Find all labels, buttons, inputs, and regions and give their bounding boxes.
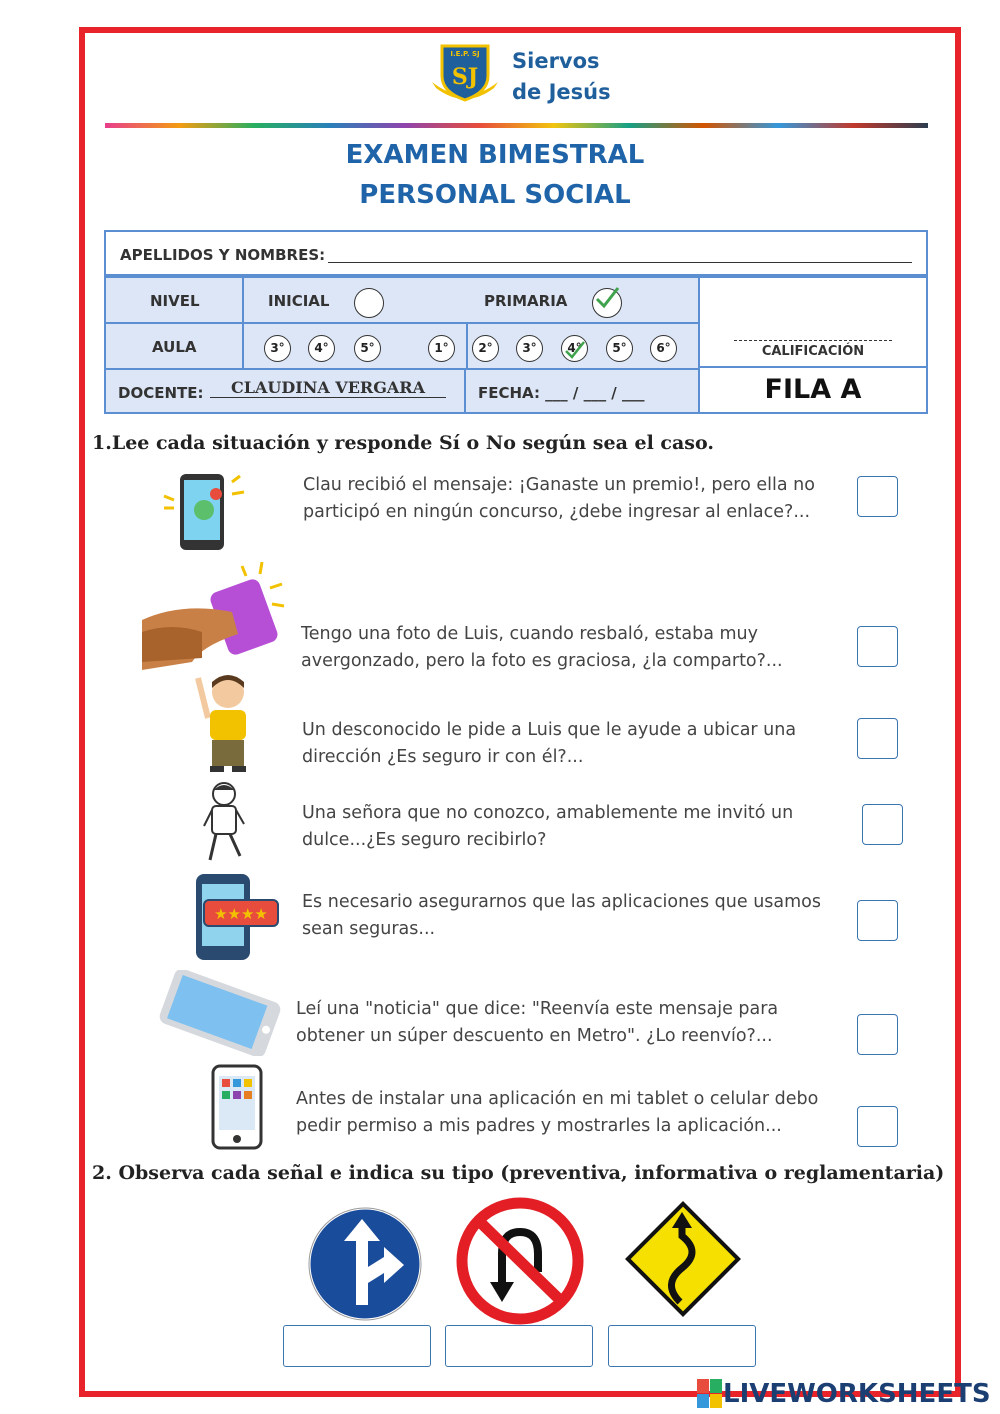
brand-name — [512, 46, 611, 108]
primaria-grade-1[interactable]: 1° — [428, 335, 455, 362]
checkmark-icon — [562, 338, 586, 362]
primaria-grade-5[interactable]: 5° — [606, 335, 633, 362]
primaria-label: PRIMARIA — [484, 292, 568, 310]
answer-box-7[interactable] — [857, 1106, 898, 1147]
liveworksheets-text: LIVEWORKSHEETS — [723, 1379, 991, 1409]
sign-answer-box-3[interactable] — [608, 1325, 756, 1367]
nivel-label: NIVEL — [150, 292, 200, 310]
no-u-turn-sign-icon — [454, 1196, 586, 1326]
name-input-line[interactable] — [328, 262, 912, 263]
section1-title: 1.Lee cada situación y responde Sí o No según sea el caso. — [92, 432, 714, 454]
sign-answer-box-1[interactable] — [283, 1325, 431, 1367]
hands-phone-icon — [142, 562, 292, 672]
question-7-text: Antes de instalar una aplicación en mi tablet o celular debo pedir permiso a mis padres y mostrarles la aplicación... — [296, 1089, 819, 1136]
subject-title: PERSONAL SOCIAL — [359, 180, 631, 210]
phone-call-icon — [160, 470, 250, 554]
primaria-grade-4[interactable]: 4° — [561, 335, 588, 362]
boy-waving-icon — [192, 672, 258, 774]
sign-answer-box-2[interactable] — [445, 1325, 593, 1367]
name-row — [104, 230, 928, 276]
inicial-grade-3[interactable]: 3° — [264, 335, 291, 362]
brand-line-2: de Jesús — [512, 80, 611, 104]
live-badge-icon — [697, 1379, 723, 1409]
tablet-icon — [154, 970, 286, 1056]
liveworksheets-logo — [697, 1378, 991, 1410]
docente-value: CLAUDINA VERGARA — [210, 378, 446, 398]
level-grid — [104, 276, 700, 414]
checkmark-icon — [591, 283, 621, 313]
inicial-label: INICIAL — [268, 292, 330, 310]
fecha-label[interactable]: FECHA: ___ / ___ / ___ — [478, 384, 645, 402]
aula-label: AULA — [152, 338, 197, 356]
phone-rating-icon — [192, 872, 282, 962]
section2-title: 2. Observa cada señal e indica su tipo (preventiva, informativa o reglamentaria) — [92, 1162, 945, 1184]
school-logo-icon — [430, 42, 500, 104]
answer-box-2[interactable] — [857, 626, 898, 667]
answer-box-1[interactable] — [857, 476, 898, 517]
straight-or-right-sign-icon — [306, 1205, 424, 1323]
docente-label: DOCENTE: — [118, 384, 204, 402]
question-6-text: Leí una "noticia" que dice: "Reenvía este mensaje para obtener un súper descuento en Metro". ¿Lo reenvío?... — [296, 999, 779, 1046]
inicial-grade-4[interactable]: 4° — [308, 335, 335, 362]
question-2-text: Tengo una foto de Luis, cuando resbaló, estaba muy avergonzado, pero la foto es graciosa, ¿la comparto?... — [301, 624, 783, 671]
calificacion-box — [698, 276, 928, 368]
logo-text: I.E.P. SJ — [450, 50, 480, 58]
phone-apps-icon — [210, 1064, 264, 1150]
fila-label: FILA A — [698, 366, 928, 414]
answer-box-4[interactable] — [862, 804, 903, 845]
exam-title: EXAMEN BIMESTRAL — [345, 140, 645, 170]
answer-box-6[interactable] — [857, 1014, 898, 1055]
inicial-option[interactable] — [354, 288, 384, 318]
answer-box-3[interactable] — [857, 718, 898, 759]
question-1-text: Clau recibió el mensaje: ¡Ganaste un premio!, pero ella no participó en ningún concurso, ¿debe ingresar al enlace?... — [303, 475, 815, 522]
primaria-option[interactable] — [592, 288, 622, 318]
inicial-grade-5[interactable]: 5° — [354, 335, 381, 362]
question-3-text: Un desconocido le pide a Luis que le ayude a ubicar una dirección ¿Es seguro ir con él?... — [302, 720, 797, 767]
apellidos-label: APELLIDOS Y NOMBRES: — [120, 246, 326, 264]
svg-text:SJ: SJ — [451, 64, 479, 90]
winding-road-sign-icon — [622, 1198, 744, 1320]
primaria-grade-3[interactable]: 3° — [516, 335, 543, 362]
svg-text:★★★★: ★★★★ — [214, 905, 268, 923]
brand-line-1: Siervos — [512, 49, 600, 73]
calificacion-line[interactable] — [734, 340, 892, 341]
calificacion-label: CALIFICACIÓN — [761, 344, 865, 359]
answer-box-5[interactable] — [857, 900, 898, 941]
question-5-text: Es necesario asegurarnos que las aplicaciones que usamos sean seguras... — [302, 892, 822, 939]
primaria-grade-6[interactable]: 6° — [650, 335, 677, 362]
decorative-stripe — [105, 123, 928, 128]
question-4-text: Una señora que no conozco, amablemente me invitó un dulce...¿Es seguro recibirlo? — [302, 803, 794, 850]
primaria-grade-2[interactable]: 2° — [472, 335, 499, 362]
boy-walking-icon — [200, 780, 254, 866]
